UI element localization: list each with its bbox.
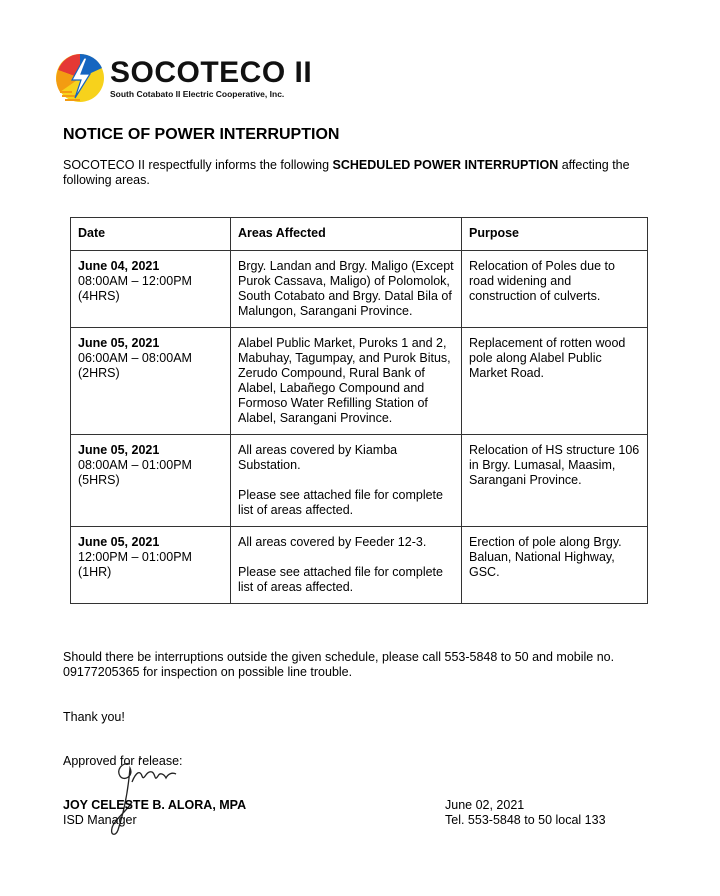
table-row	[71, 251, 648, 328]
row-areas: All areas covered by Feeder 12-3.	[238, 535, 427, 549]
date-cell	[71, 435, 231, 527]
row-areas: Brgy. Landan and Brgy. Maligo (Except Purok Cassava, Maligo) of Polomolok, South Cotabato and Brgy. Datal Bila of Malungon, Sarangani Province.	[238, 259, 454, 318]
row-duration: (5HRS)	[78, 473, 120, 487]
row-duration: (4HRS)	[78, 289, 120, 303]
date-cell	[71, 251, 231, 328]
paragraph-gap	[238, 473, 454, 488]
areas-cell	[231, 527, 462, 604]
date-cell	[71, 527, 231, 604]
handwritten-signature	[100, 752, 200, 842]
areas-cell	[231, 435, 462, 527]
header-areas: Areas Affected	[231, 218, 462, 251]
notice-intro	[63, 158, 663, 188]
interruption-schedule-table	[70, 217, 648, 604]
row-time: 06:00AM – 08:00AM	[78, 351, 192, 365]
row-date: June 05, 2021	[78, 336, 160, 350]
org-name: SOCOTECO II	[110, 56, 313, 89]
signer-name: JOY CELESTE B. ALORA, MPA	[63, 798, 247, 812]
date-cell	[71, 328, 231, 435]
row-areas: All areas covered by Kiamba Substation.	[238, 443, 398, 472]
approved-label: Approved for release:	[63, 754, 183, 768]
intro-suffix: affecting the following areas.	[63, 158, 630, 187]
intro-bold: SCHEDULED POWER INTERRUPTION	[332, 158, 559, 172]
row-purpose: Relocation of HS structure 106 in Brgy. Lumasal, Maasim, Sarangani Province.	[469, 443, 640, 487]
purpose-cell	[462, 435, 648, 527]
row-time: 12:00PM – 01:00PM	[78, 550, 192, 564]
row-areas: Alabel Public Market, Puroks 1 and 2, Mabuhay, Tagumpay, and Purok Bitus, Zerudo Compound, Rural Bank of Alabel, Labañego Compound and Formoso Water Refilling Station of Alabel, Sarangani Province.	[238, 336, 451, 425]
intro-prefix: SOCOTECO II respectfully informs the following	[63, 158, 333, 172]
row-areas-note: Please see attached file for complete list of areas affected.	[238, 565, 443, 594]
org-logo	[54, 52, 324, 108]
purpose-cell	[462, 527, 648, 604]
table-header-row	[71, 218, 648, 251]
contact-tel: Tel. 553-5848 to 50 local 133	[445, 813, 606, 827]
row-date: June 04, 2021	[78, 259, 160, 273]
row-date: June 05, 2021	[78, 443, 160, 457]
areas-cell	[231, 251, 462, 328]
row-purpose: Erection of pole along Brgy. Baluan, National Highway, GSC.	[469, 535, 622, 579]
header-purpose: Purpose	[462, 218, 648, 251]
row-date: June 05, 2021	[78, 535, 160, 549]
issue-date: June 02, 2021	[445, 798, 525, 812]
purpose-cell	[462, 328, 648, 435]
table-row	[71, 328, 648, 435]
row-duration: (2HRS)	[78, 366, 120, 380]
table-row	[71, 527, 648, 604]
paragraph-gap	[238, 550, 454, 565]
lightning-sun-logo-icon	[54, 52, 106, 104]
row-areas-note: Please see attached file for complete list of areas affected.	[238, 488, 443, 517]
areas-cell	[231, 328, 462, 435]
org-full-name: South Cotabato II Electric Cooperative, Inc.	[110, 89, 285, 99]
row-purpose: Replacement of rotten wood pole along Alabel Public Market Road.	[469, 336, 626, 380]
purpose-cell	[462, 251, 648, 328]
row-time: 08:00AM – 01:00PM	[78, 458, 192, 472]
notice-title: NOTICE OF POWER INTERRUPTION	[63, 126, 340, 143]
header-date: Date	[71, 218, 231, 251]
row-purpose: Relocation of Poles due to road widening and construction of culverts.	[469, 259, 615, 303]
table-row	[71, 435, 648, 527]
row-duration: (1HR)	[78, 565, 112, 579]
signer-title: ISD Manager	[63, 813, 137, 827]
row-time: 08:00AM – 12:00PM	[78, 274, 192, 288]
thanks-text: Thank you!	[63, 710, 125, 724]
footer-note: Should there be interruptions outside the given schedule, please call 553-5848 to 50 and mobile no. 09177205365 for inspection on possible line trouble.	[63, 650, 615, 679]
